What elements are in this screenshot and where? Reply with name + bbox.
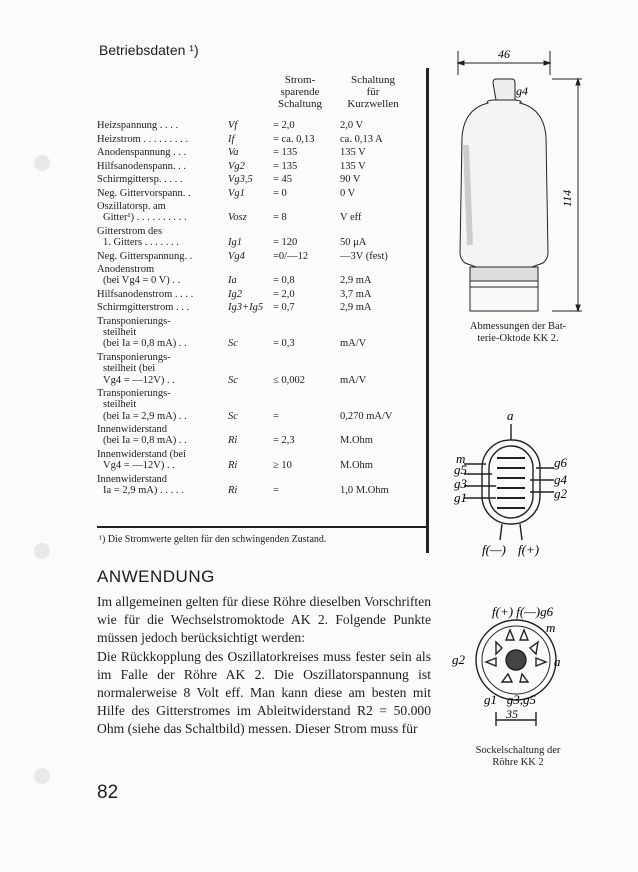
row-label: Vg4 = —12V) . . [103, 374, 175, 386]
table-row [97, 289, 427, 300]
row-value-economy: = 120 [273, 237, 298, 249]
row-symbol: Sc [228, 374, 238, 386]
row-value-economy: = 0,8 [273, 275, 295, 287]
row-label: Transponierungs- [97, 352, 171, 363]
socket-m-label: m [546, 620, 556, 635]
row-label: steilheit [103, 399, 137, 411]
row-symbol: Vg2 [228, 160, 245, 172]
table-row [97, 161, 427, 172]
row-symbol: Ig3+Ig5 [228, 302, 264, 314]
row-symbol: If [228, 133, 235, 145]
socket-caption: Sockelschaltung der Röhre KK 2 [475, 745, 561, 768]
row-label: Anodenstrom [97, 264, 155, 276]
row-label: (bei Vg4 = 0 V) . . [103, 275, 181, 287]
electrode-a-label: a [507, 408, 514, 423]
page-number: 82 [97, 782, 119, 803]
row-label: Heizstrom . . . . . . . . . [97, 133, 188, 145]
filament-plus-label: f(+) [518, 542, 540, 557]
row-value-economy: = ca. 0,13 [273, 133, 315, 145]
row-value-shortwave: M.Ohm [340, 435, 373, 447]
socket-dimension-label: 35 [506, 707, 518, 721]
table-row [97, 302, 427, 313]
row-label: Transponierungs- [97, 388, 171, 400]
row-label: Neg. Gitterspannung. . [97, 250, 193, 262]
table-row [97, 188, 427, 199]
socket-top-labels: f(+) f(—)g6 [492, 604, 554, 619]
punch-hole [34, 768, 50, 784]
column-header-economy: Strom- sparende Schaltung [278, 74, 322, 110]
row-label: Schirmgittersp. . . . . [97, 174, 183, 185]
row-value-economy: = [273, 410, 279, 422]
row-value-shortwave: 2,0 V [340, 120, 364, 131]
table-row [97, 474, 427, 497]
row-symbol: Ig1 [228, 237, 242, 249]
row-value-shortwave: mA/V [340, 374, 367, 386]
operating-data-table [97, 62, 430, 554]
row-value-shortwave: M.Ohm [340, 460, 373, 472]
row-value-economy: = 2,3 [273, 435, 295, 447]
electrode-left-label-4: g1 [454, 490, 467, 505]
tube-dimension-drawing [440, 45, 600, 325]
paragraph: Die Rückkopplung des Oszillatorkreises muss fester sein als im Falle der Röhre AK 2. Die Oszillatorspannung ist normalerweise 8 Volt eff. Man kann diese am besten mit Hilfe des Gitterstromes im Ableitwiderstand R2 = 50.000 Ohm (siehe das Schaltbild) messen. Dieser Strom muss für [97, 648, 431, 737]
row-label: (bei Ia = 0,8 mA) . . [103, 338, 187, 350]
row-label: Gitterstrom des [97, 225, 163, 237]
table-footnote: ¹) Die Stromwerte gelten für den schwingenden Zustand. [99, 534, 327, 545]
row-value-economy: = 0,7 [273, 302, 295, 314]
row-label: Oszillatorsp. am [97, 201, 166, 212]
row-value-shortwave: 0 V [340, 187, 356, 199]
table-rule-vertical [426, 68, 429, 553]
tube-height-label: 114 [560, 189, 574, 207]
row-label: steilheit (bei [103, 363, 156, 375]
electrode-right-label-2: g4 [554, 472, 567, 487]
table-row [97, 316, 427, 350]
table-row [97, 134, 427, 145]
row-label: Hilfsanodenspann. . . [97, 160, 186, 172]
row-symbol: Ri [228, 435, 238, 447]
row-symbol: Ri [228, 485, 238, 497]
row-symbol: Vg1 [228, 187, 245, 199]
row-value-economy: ≤ 0,002 [273, 374, 306, 386]
section-heading: ANWENDUNG [97, 567, 215, 586]
row-value-shortwave: ca. 0,13 A [340, 133, 383, 145]
row-label: Innenwiderstand [97, 473, 167, 485]
row-label: Gitter¹) . . . . . . . . . . [103, 212, 187, 224]
row-value-economy: = 135 [273, 160, 298, 172]
row-value-shortwave: 3,7 mA [340, 288, 372, 300]
row-value-economy: = 8 [273, 212, 287, 224]
filament-minus-label: f(—) [482, 542, 506, 557]
table-row [97, 174, 427, 185]
electrode-left-label-3: g3 [454, 476, 467, 491]
row-symbol: Va [228, 147, 239, 158]
socket-bottom-labels: g1 g3,g5 [484, 692, 536, 707]
tube-pin-label: g4 [516, 84, 528, 98]
row-value-shortwave: 0,270 mA/V [340, 410, 393, 422]
row-label: Hilfsanodenstrom . . . . [97, 288, 194, 300]
row-value-shortwave: V eff [340, 212, 362, 224]
operating-data-heading: Betriebsdaten ¹) [99, 42, 199, 58]
table-row [97, 201, 427, 224]
table-row [97, 251, 427, 262]
table-row [97, 449, 427, 472]
row-value-economy: ≥ 10 [273, 460, 292, 472]
row-label: Ia = 2,9 mA) . . . . . [103, 485, 184, 497]
row-value-shortwave: —3V (fest) [340, 250, 388, 262]
row-label: Schirmgitterstrom . . . [97, 302, 190, 314]
row-label: Innenwiderstand [97, 424, 167, 436]
row-value-shortwave: 1,0 M.Ohm [340, 485, 389, 497]
row-value-economy: = 0 [273, 187, 287, 199]
tube-caption: Abmessungen der Bat- terie-Oktode KK 2. [469, 321, 567, 344]
table-row [97, 120, 427, 131]
row-value-economy: = [273, 485, 279, 497]
electrode-right-label-1: g6 [554, 455, 567, 470]
tube-width-label: 46 [498, 47, 510, 61]
row-symbol: Vf [228, 120, 238, 131]
row-value-shortwave: 135 V [340, 147, 366, 158]
electrode-left-label-2: g5 [454, 462, 467, 477]
row-value-economy: = 2,0 [273, 120, 295, 131]
row-label: 1. Gitters . . . . . . . [103, 237, 179, 249]
table-row [97, 147, 427, 158]
row-value-shortwave: 2,9 mA [340, 302, 372, 314]
table-rule-horizontal [97, 526, 429, 528]
body-text [97, 593, 431, 739]
row-symbol: Ia [228, 275, 237, 287]
row-symbol: Ig2 [228, 288, 242, 300]
row-symbol: Vosz [228, 212, 247, 224]
row-label: Transponierungs- [97, 315, 171, 327]
row-symbol: Sc [228, 338, 238, 350]
row-value-economy: = 2,0 [273, 288, 295, 300]
punch-hole [34, 155, 50, 171]
table-row [97, 226, 427, 249]
row-symbol: Vg3,5 [228, 174, 253, 185]
table-row [97, 388, 427, 422]
row-symbol: Ri [228, 460, 238, 472]
socket-a-label: a [554, 654, 561, 669]
punch-hole [34, 543, 50, 559]
table-row [97, 264, 427, 287]
socket-connection-diagram [450, 600, 590, 745]
row-label: (bei Ia = 2,9 mA) . . [103, 410, 187, 422]
row-value-economy: = 135 [273, 147, 298, 158]
table-row [97, 352, 427, 386]
row-label: (bei Ia = 0,8 mA) . . [103, 435, 187, 447]
row-value-economy: = 0,3 [273, 338, 295, 350]
row-value-shortwave: mA/V [340, 338, 367, 350]
row-value-shortwave: 50 μA [340, 237, 367, 249]
row-value-shortwave: 135 V [340, 160, 366, 172]
socket-g2-label: g2 [452, 652, 465, 667]
electrode-arrangement-diagram [452, 406, 592, 561]
row-label: Anodenspannung . . . [97, 147, 187, 158]
row-value-economy: =0/—12 [273, 250, 309, 262]
table-row [97, 424, 427, 447]
electrode-right-label-3: g2 [554, 486, 567, 501]
row-symbol: Sc [228, 410, 238, 422]
row-value-shortwave: 2,9 mA [340, 275, 372, 287]
row-value-shortwave: 90 V [340, 174, 361, 185]
paragraph: Im allgemeinen gelten für diese Röhre dieselben Vorschriften wie für die Wechselstromoktode AK 2. Folgende Punkte müssen jedoch berücksichtigt werden: [97, 594, 431, 646]
column-header-shortwave: Schaltung für Kurzwellen [347, 74, 399, 110]
row-label: Innenwiderstand (bei [97, 449, 186, 460]
row-symbol: Vg4 [228, 250, 245, 262]
row-label: steilheit [103, 327, 137, 339]
row-label: Heizspannung . . . . [97, 120, 179, 131]
row-value-economy: = 45 [273, 174, 293, 185]
row-label: Vg4 = —12V) . . [103, 460, 175, 472]
electrode-left-label-1: m [456, 451, 466, 466]
row-label: Neg. Gittervorspann. . [97, 187, 191, 199]
